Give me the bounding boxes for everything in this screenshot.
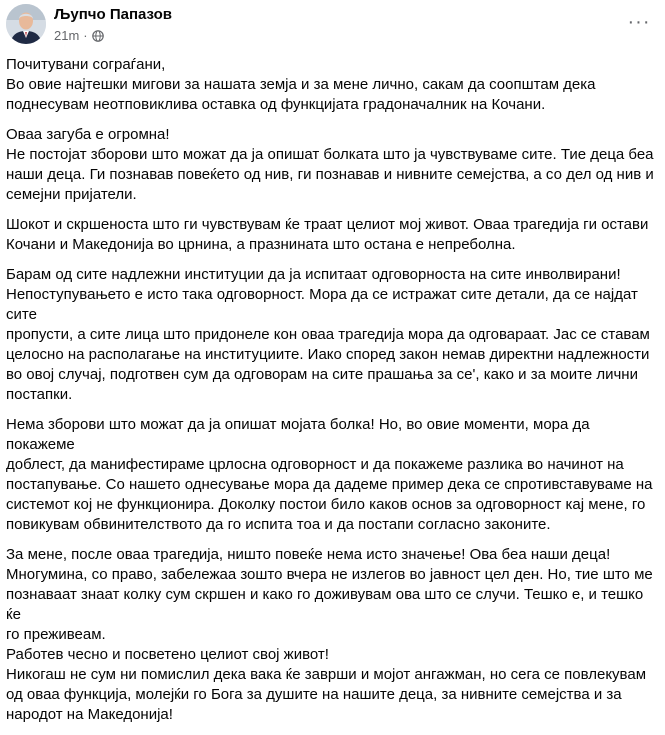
post-paragraph: Оваа загуба е огромна! Не постојат зборови што можат да ја опишат болката што ја чувствуваме сите. Тие деца беа наши деца. Ги познавав повеќето од нив, ги познавав и нивните семејства, а со дел од нив и семејни пријатели. [6, 126, 654, 203]
post-meta [54, 28, 104, 43]
author-name[interactable]: Љупчо Папазов [54, 6, 173, 23]
post-paragraph: Барам од сите надлежни институции да ја испитаат одговорноста на сите инволвирани! Непоступувањето е исто така одговорност. Мора да се истражат сите детали, да се најдат сите пропусти, а сите лица што придонеле кон оваа трагедија мора да одговараат. Јас се ставам целосно на располагање на институциите. Иако според закон немав директни надлежности во овој случај, подготвен сум да одговорам на сите прашања за се', како и за моите лични постапки. [6, 266, 650, 403]
post-timestamp[interactable]: 21m [54, 28, 80, 43]
globe-icon[interactable] [92, 30, 104, 42]
post-body [6, 55, 656, 735]
avatar[interactable] [6, 4, 46, 44]
post-paragraph: Нема зборови што можат да ја опишат мојата болка! Но, во овие моменти, мора да покажеме доблест, да манифестираме црлосна одговорност и да покажеме разлика во начинот на постапување. Со нашето однесување мора да дадеме пример дека се спротивставуваме на системот кој не функционира. Доколку постои било каков основ за одговорност кај мене, го повикувам обвинителството да го испита тоа и да постапи согласно законите. [6, 416, 653, 533]
more-options-icon: ··· [627, 11, 651, 33]
more-options-button[interactable] [623, 8, 655, 36]
post-paragraph: Почитувани сограѓани, Во овие најтешки мигови за нашата земја и за мене лично, сакам да соопштам дека поднесувам неотповиклива оставка од функцијата градоначалник на Кочани. [6, 56, 596, 113]
profile-photo [6, 4, 46, 44]
post-paragraph: Шокот и скршеноста што ги чувствувам ќе траат целиот мој живот. Оваа трагедија ги остави Кочани и Македонија во црнина, а празнината што остана е непреболна. [6, 216, 649, 253]
post-header [0, 0, 665, 52]
meta-separator: · [83, 28, 88, 43]
post-paragraph: За мене, после оваа трагедија, ништо повеќе нема исто значење! Ова беа наши деца! Многумина, со право, забележаа зошто вчера не излегов во јавност цел ден. Но, тие што ме познаваат знаат колку сум скршен и како го доживувам ова што се случи. Тешко е, и тешко ќе го преживеам. Работев чесно и посветено целиот свој живот! Никогаш не сум ни помислил дека вака ќе заврши и мојот ангажман, но сега се повлекувам од оваа функција, молејќи го Бога за душите на нашите деца, за нивните семејства и за народот на Македонија! [6, 546, 653, 723]
